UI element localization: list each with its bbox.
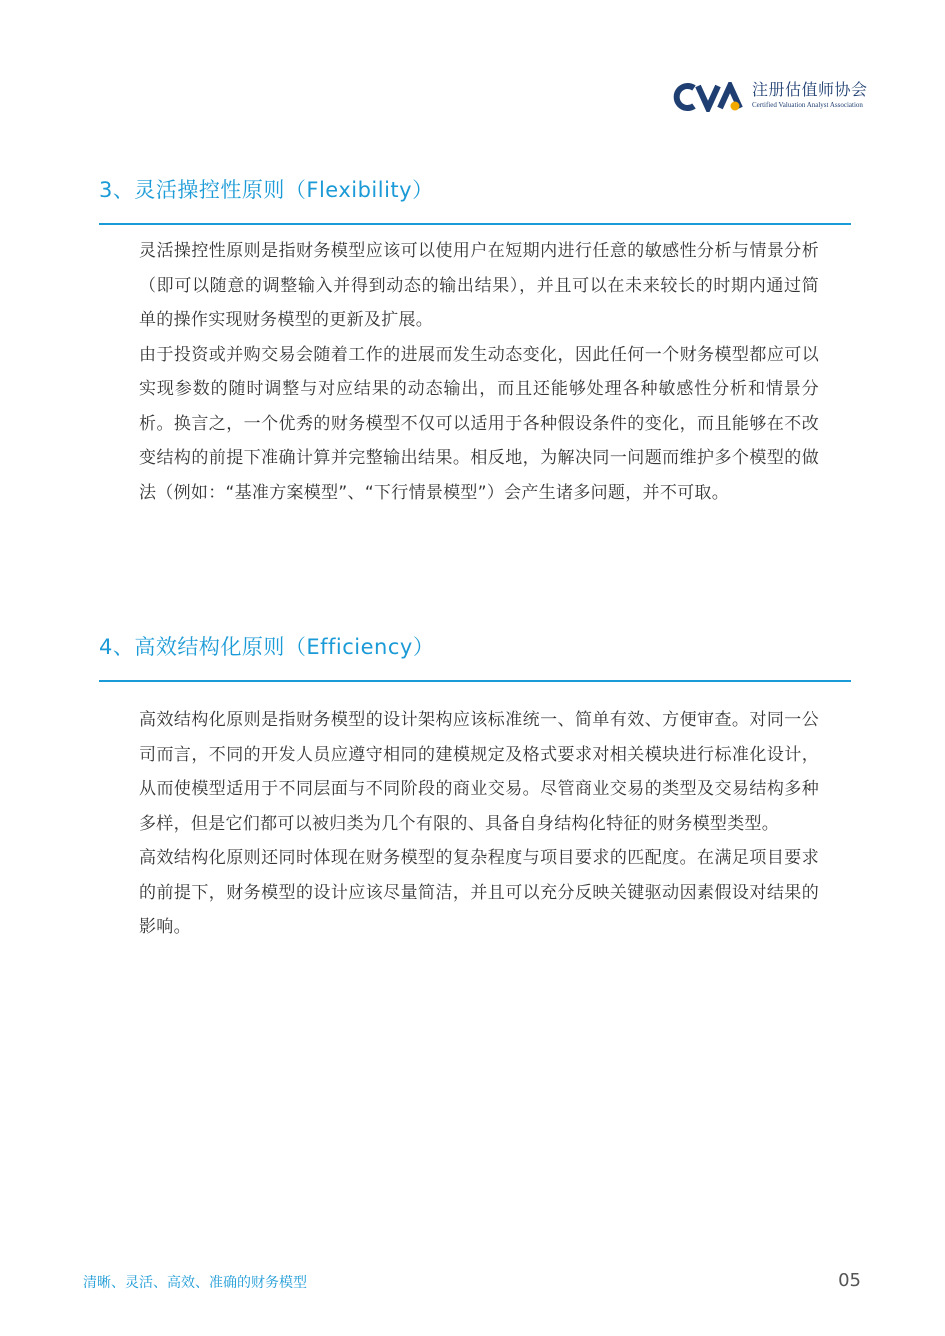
logo-cn-name: 注册估值师协会 [752,80,868,99]
cva-logo-mark-icon [672,82,748,112]
section-title-efficiency: 4、高效结构化原则（Efficiency） [99,635,435,659]
cva-logo [672,78,872,118]
logo-en-name: Certified Valuation Analyst Association [752,101,863,109]
section-body-flexibility [139,234,819,510]
page-number: 05 [838,1270,861,1291]
logo-text [752,80,876,110]
paragraph: 由于投资或并购交易会随着工作的进展而发生动态变化，因此任何一个财务模型都应可以实现参数的随时调整与对应结果的动态输出，而且还能够处理各种敏感性分析和情景分析。换言之，一个优秀的财务模型不仅可以适用于各种假设条件的变化，而且能够在不改变结构的前提下准确计算并完整输出结果。相反地，为解决同一问题而维护多个模型的做法（例如：“基准方案模型”、“下行情景模型”）会产生诸多问题，并不可取。 [139,344,819,503]
paragraph: 高效结构化原则是指财务模型的设计架构应该标准统一、简单有效、方便审查。对同一公司而言，不同的开发人员应遵守相同的建模规定及格式要求对相关模块进行标准化设计，从而使模型适用于不同层面与不同阶段的商业交易。尽管商业交易的类型及交易结构多种多样，但是它们都可以被归类为几个有限的、具备自身结构化特征的财务模型类型。 [139,710,819,834]
paragraph: 高效结构化原则还同时体现在财务模型的复杂程度与项目要求的匹配度。在满足项目要求的前提下，财务模型的设计应该尽量简洁，并且可以充分反映关键驱动因素假设对结果的影响。 [139,848,819,937]
section-divider [99,680,851,682]
section-divider [99,223,851,225]
footer-caption: 清晰、灵活、高效、准确的财务模型 [83,1275,307,1291]
section-body-efficiency [139,703,819,945]
paragraph: 灵活操控性原则是指财务模型应该可以使用户在短期内进行任意的敏感性分析与情景分析（即可以随意的调整输入并得到动态的输出结果），并且可以在未来较长的时期内通过简单的操作实现财务模型的更新及扩展。 [139,241,819,330]
section-title-flexibility: 3、灵活操控性原则（Flexibility） [99,178,434,202]
